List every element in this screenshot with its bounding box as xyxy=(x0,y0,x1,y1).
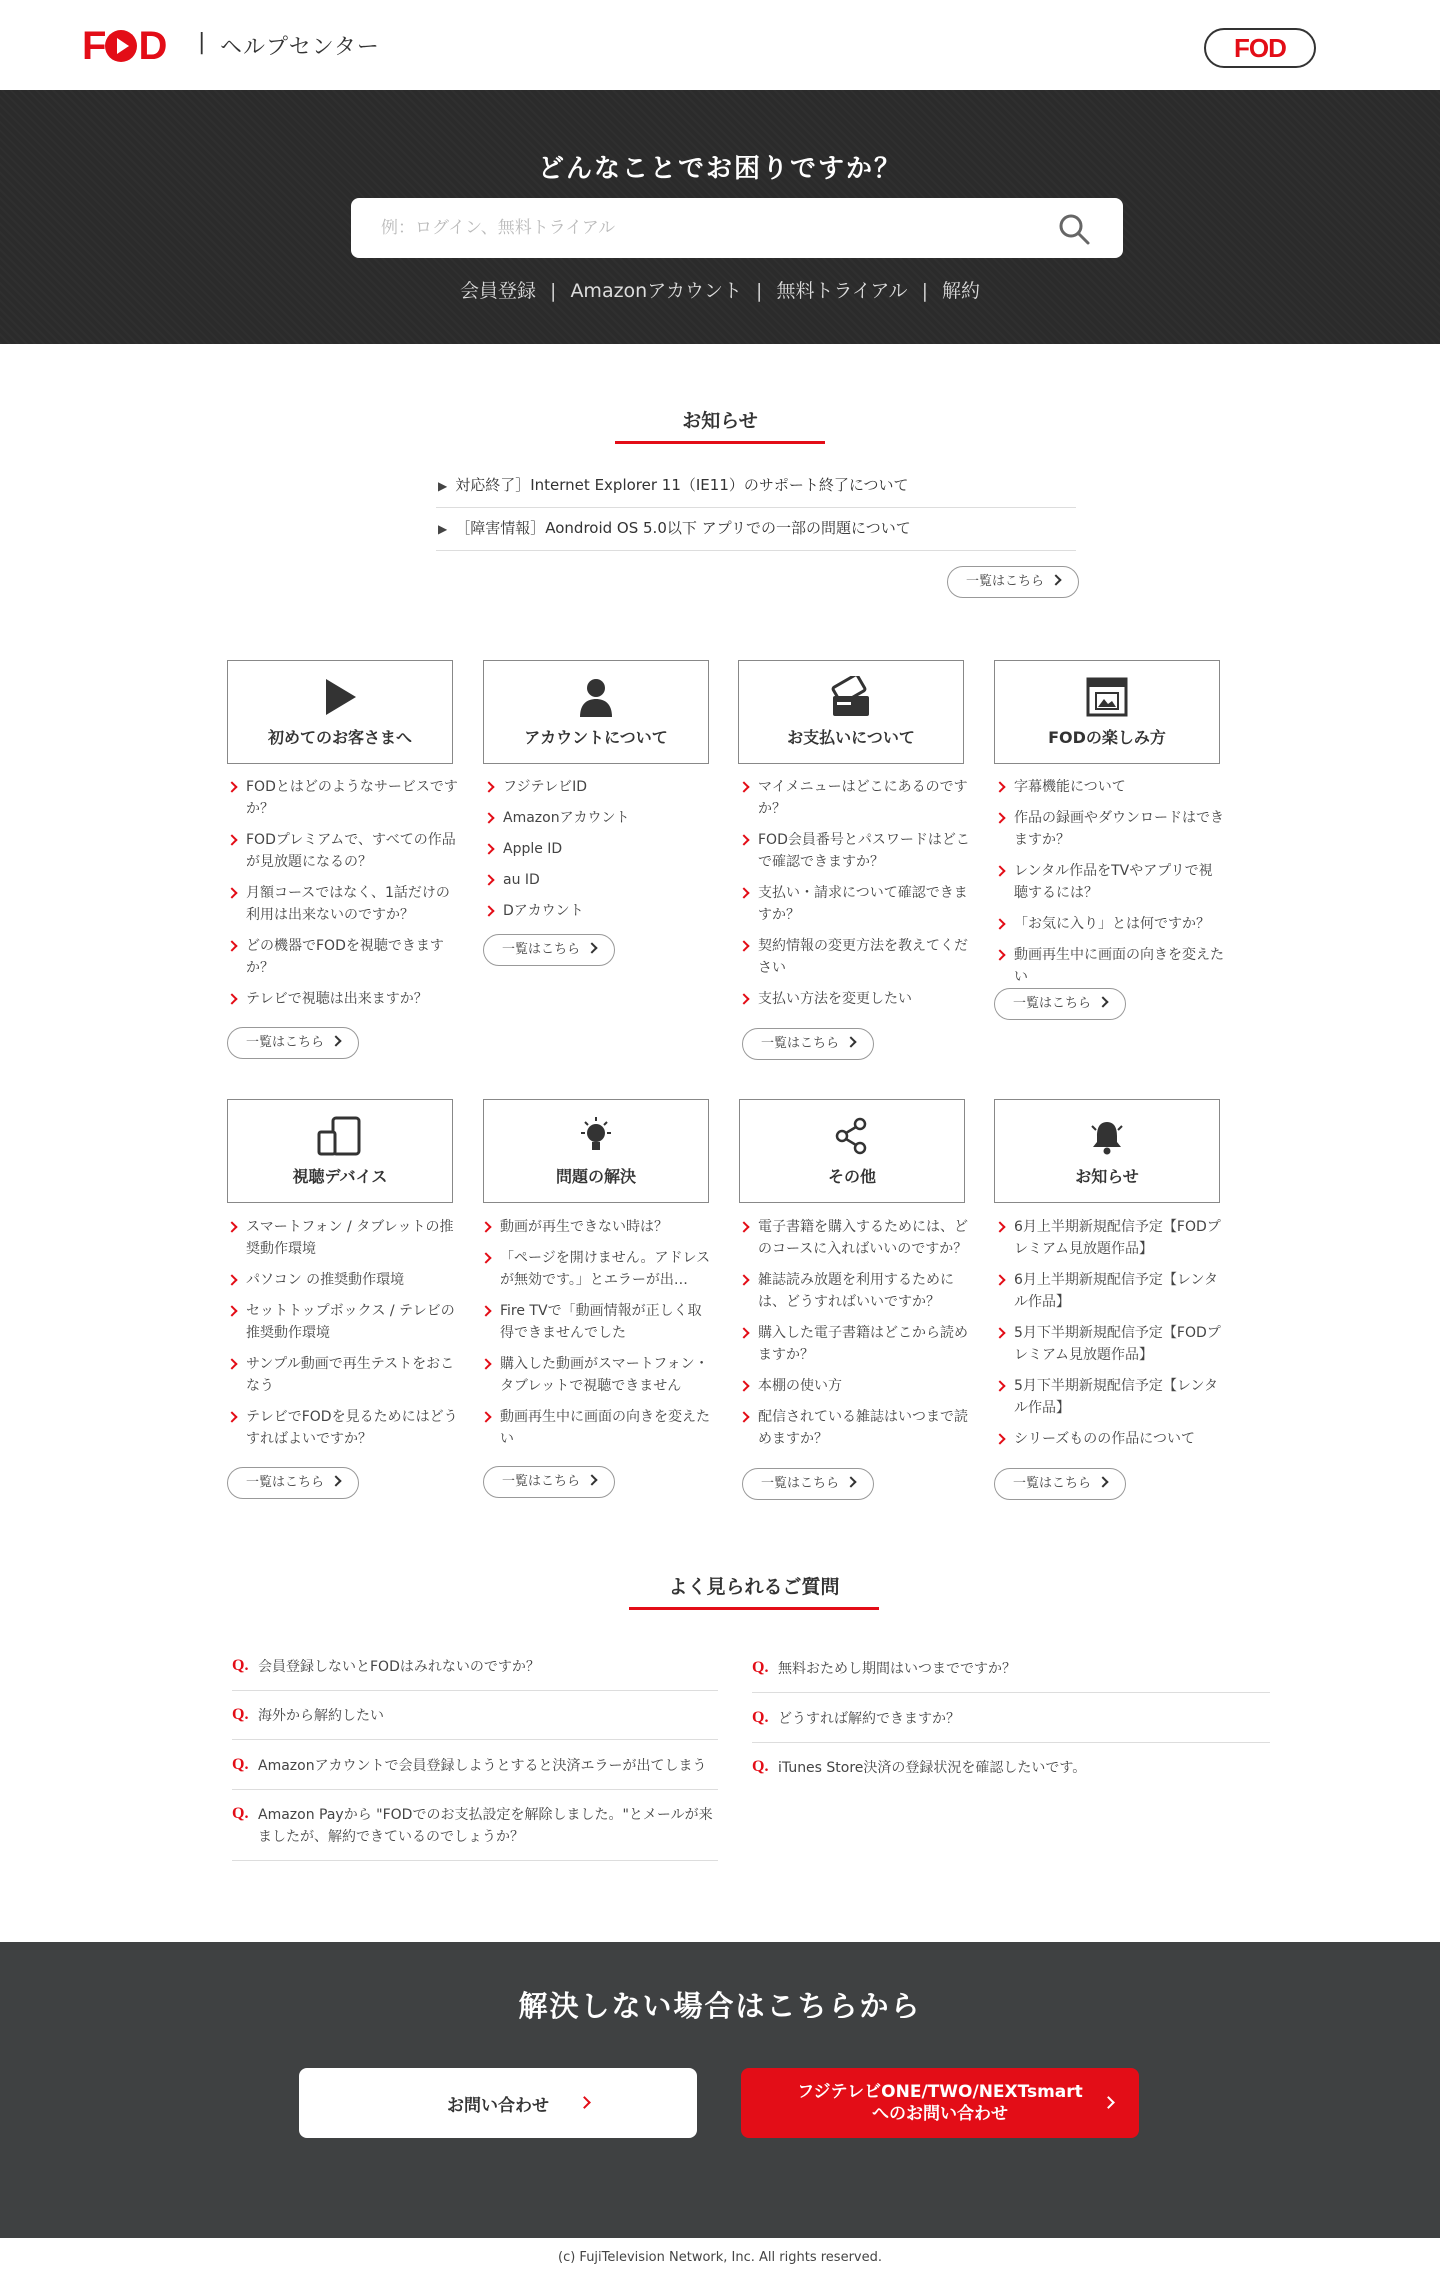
category-question-link[interactable]: 雑誌読み放題を利用するためには、どうすればいいですか？ xyxy=(738,1269,970,1313)
category-question-link[interactable]: 5月下半期新規配信予定【FODプレミアム見放題作品】 xyxy=(994,1322,1226,1366)
category-question-link[interactable]: 配信されている雑誌はいつまで読めますか？ xyxy=(738,1406,970,1450)
site-header xyxy=(0,0,1440,90)
inquiry-button[interactable]: お問い合わせ xyxy=(299,2068,697,2138)
category-more-button[interactable]: 一覧はこちら xyxy=(742,1468,874,1500)
category-question-list xyxy=(483,776,715,931)
category-troubleshooting[interactable]: 問題の解決 xyxy=(483,1099,709,1203)
category-question-link[interactable]: Apple ID xyxy=(483,838,715,860)
category-question-link[interactable]: レンタル作品をTVやアプリで視聴するには？ xyxy=(994,860,1226,904)
category-devices[interactable]: 視聴デバイス xyxy=(227,1099,453,1203)
hero-keyword-links: 会員登録 | Amazonアカウント | 無料トライアル | 解約 xyxy=(460,280,980,302)
category-question-link[interactable]: Fire TVで「動画情報が正しく取得できませんでした xyxy=(480,1300,712,1344)
play-logo-icon xyxy=(105,30,137,62)
keyword-link[interactable]: 無料トライアル xyxy=(776,280,908,302)
keyword-link[interactable]: 会員登録 xyxy=(460,280,537,302)
contact-title: 解決しない場合はこちらから xyxy=(518,1989,922,2023)
category-enjoy-fod[interactable]: FODの楽しみ方 xyxy=(994,660,1220,764)
category-question-link[interactable]: テレビでFODを見るためにはどうすればよいですか？ xyxy=(226,1406,458,1450)
category-question-link[interactable]: 「お気に入り」とは何ですか？ xyxy=(994,913,1226,935)
category-question-link[interactable]: 5月下半期新規配信予定【レンタル作品】 xyxy=(994,1375,1226,1419)
category-question-link[interactable]: 6月上半期新規配信予定【FODプレミアム見放題作品】 xyxy=(994,1216,1226,1260)
bell-icon xyxy=(1087,1116,1127,1156)
hero-search-section xyxy=(0,90,1440,344)
contact-section xyxy=(0,1942,1440,2238)
category-more-button[interactable]: 一覧はこちら xyxy=(742,1028,874,1060)
category-more-button[interactable]: 一覧はこちら xyxy=(994,988,1126,1020)
news-item[interactable]: ▶ ［障害情報］Aondroid OS 5.0以下 アプリでの一部の問題について xyxy=(436,507,1076,551)
category-question-link[interactable]: フジテレビID xyxy=(483,776,715,798)
category-question-link[interactable]: Dアカウント xyxy=(483,900,715,922)
category-question-link[interactable]: シリーズものの作品について xyxy=(994,1428,1226,1450)
category-payment[interactable]: お支払いについて xyxy=(738,660,964,764)
category-question-link[interactable]: 動画再生中に画面の向きを変えたい xyxy=(480,1406,712,1450)
category-question-link[interactable]: マイメニューはどこにあるのですか？ xyxy=(738,776,970,820)
category-question-link[interactable]: au ID xyxy=(483,869,715,891)
category-notice[interactable]: お知らせ xyxy=(994,1099,1220,1203)
share-icon xyxy=(834,1117,870,1155)
category-question-list xyxy=(738,776,970,1019)
lightbulb-icon xyxy=(575,1115,617,1157)
category-question-list xyxy=(226,776,458,1019)
category-question-link[interactable]: どの機器でFODを視聴できますか？ xyxy=(226,935,458,979)
news-heading: お知らせ xyxy=(615,406,825,444)
keyword-link[interactable]: Amazonアカウント xyxy=(570,280,743,302)
news-more-button[interactable]: 一覧はこちら xyxy=(947,566,1079,598)
header-separator: | xyxy=(198,30,206,55)
category-question-list xyxy=(226,1216,458,1459)
category-question-link[interactable]: 字幕機能について xyxy=(994,776,1226,798)
category-question-link[interactable]: Amazonアカウント xyxy=(483,807,715,829)
play-icon xyxy=(322,677,358,717)
category-question-list xyxy=(480,1216,712,1459)
category-question-link[interactable]: 動画再生中に画面の向きを変えたい xyxy=(994,944,1226,988)
fuji-tv-inquiry-button[interactable]: フジテレビONE/TWO/NEXTsmart へのお問い合わせ xyxy=(741,2068,1139,2138)
category-question-link[interactable]: 支払い方法を変更したい xyxy=(738,988,970,1010)
category-more-button[interactable]: 一覧はこちら xyxy=(227,1027,359,1059)
faq-item[interactable]: Q. どうすれば解約できますか？ xyxy=(752,1702,1270,1743)
faq-item[interactable]: Q. iTunes Store決済の登録状況を確認したいです。 xyxy=(752,1758,1087,1776)
fod-home-button[interactable]: FOD xyxy=(1204,28,1316,68)
category-more-button[interactable]: 一覧はこちら xyxy=(994,1468,1126,1500)
category-question-link[interactable]: 動画が再生できない時は？ xyxy=(480,1216,712,1238)
faq-item[interactable]: Q. Amazon Payから "FODでのお支払設定を解除しました。"とメールが来ましたが、解約できているのでしょうか？ xyxy=(232,1798,718,1861)
category-account[interactable]: アカウントについて xyxy=(483,660,709,764)
user-icon xyxy=(578,677,614,717)
keyword-link[interactable]: 解約 xyxy=(941,280,980,302)
category-question-link[interactable]: 購入した動画がスマートフォン・タブレットで視聴できません xyxy=(480,1353,712,1397)
category-question-link[interactable]: 「ページを開けません。アドレスが無効です。」とエラーが出… xyxy=(480,1247,712,1291)
category-question-link[interactable]: 作品の録画やダウンロードはできますか？ xyxy=(994,807,1226,851)
faq-item[interactable]: Q. 海外から解約したい xyxy=(232,1699,718,1740)
search-input[interactable] xyxy=(381,198,1041,258)
category-question-link[interactable]: FODプレミアムで、すべての作品が見放題になるの？ xyxy=(226,829,458,873)
clapperboard-icon xyxy=(1086,677,1128,717)
category-question-link[interactable]: サンプル動画で再生テストをおこなう xyxy=(226,1353,458,1397)
chevron-right-icon xyxy=(578,2096,591,2109)
category-question-link[interactable]: パソコン の推奨動作環境 xyxy=(226,1269,458,1291)
category-question-list xyxy=(994,776,1226,997)
devices-icon xyxy=(317,1116,363,1156)
category-more-button[interactable]: 一覧はこちら xyxy=(227,1467,359,1499)
category-question-link[interactable]: 月額コースではなく、1話だけの利用は出来ないのですか？ xyxy=(226,882,458,926)
category-question-link[interactable]: 6月上半期新規配信予定【レンタル作品】 xyxy=(994,1269,1226,1313)
hero-title: どんなことでお困りですか？ xyxy=(537,154,902,184)
category-question-link[interactable]: 契約情報の変更方法を教えてください xyxy=(738,935,970,979)
payment-card-icon xyxy=(829,676,873,718)
category-more-button[interactable]: 一覧はこちら xyxy=(483,1466,615,1498)
faq-heading: よく見られるご質問 xyxy=(629,1572,879,1610)
news-item[interactable]: ▶ 対応終了］Internet Explorer 11（IE11）のサポート終了について xyxy=(436,464,1076,508)
category-first-time[interactable]: 初めてのお客さまへ xyxy=(227,660,453,764)
chevron-right-icon xyxy=(1102,2096,1115,2109)
category-question-list xyxy=(994,1216,1226,1459)
category-question-link[interactable]: セットトップボックス / テレビの推奨動作環境 xyxy=(226,1300,458,1344)
faq-item[interactable]: Q. 無料おためし期間はいつまでですか？ xyxy=(752,1652,1270,1693)
category-other[interactable]: その他 xyxy=(739,1099,965,1203)
copyright: (c) FujiTelevision Network, Inc. All rights reserved. xyxy=(558,2250,882,2265)
category-question-link[interactable]: FODとはどのようなサービスですか？ xyxy=(226,776,458,820)
help-center-title: ヘルプセンター xyxy=(220,35,380,60)
category-question-link[interactable]: FOD会員番号とパスワードはどこで確認できますか？ xyxy=(738,829,970,873)
faq-item[interactable]: Q. 会員登録しないとFODはみれないのですか？ xyxy=(232,1650,718,1691)
category-question-link[interactable]: 購入した電子書籍はどこから読めますか？ xyxy=(738,1322,970,1366)
search-box xyxy=(351,198,1123,258)
search-icon[interactable] xyxy=(1057,212,1091,246)
category-question-link[interactable]: スマートフォン / タブレットの推奨動作環境 xyxy=(226,1216,458,1260)
category-question-link[interactable]: 本棚の使い方 xyxy=(738,1375,970,1397)
category-question-list xyxy=(738,1216,970,1459)
fod-logo[interactable]: F D xyxy=(82,24,166,68)
category-more-button[interactable]: 一覧はこちら xyxy=(483,934,615,966)
category-question-link[interactable]: テレビで視聴は出来ますか？ xyxy=(226,988,458,1010)
faq-item[interactable]: Q. Amazonアカウントで会員登録しようとすると決済エラーが出てしまう xyxy=(232,1749,718,1790)
category-question-link[interactable]: 電子書籍を購入するためには、どのコースに入ればいいのですか？ xyxy=(738,1216,970,1260)
category-question-link[interactable]: 支払い・請求について確認できますか？ xyxy=(738,882,970,926)
